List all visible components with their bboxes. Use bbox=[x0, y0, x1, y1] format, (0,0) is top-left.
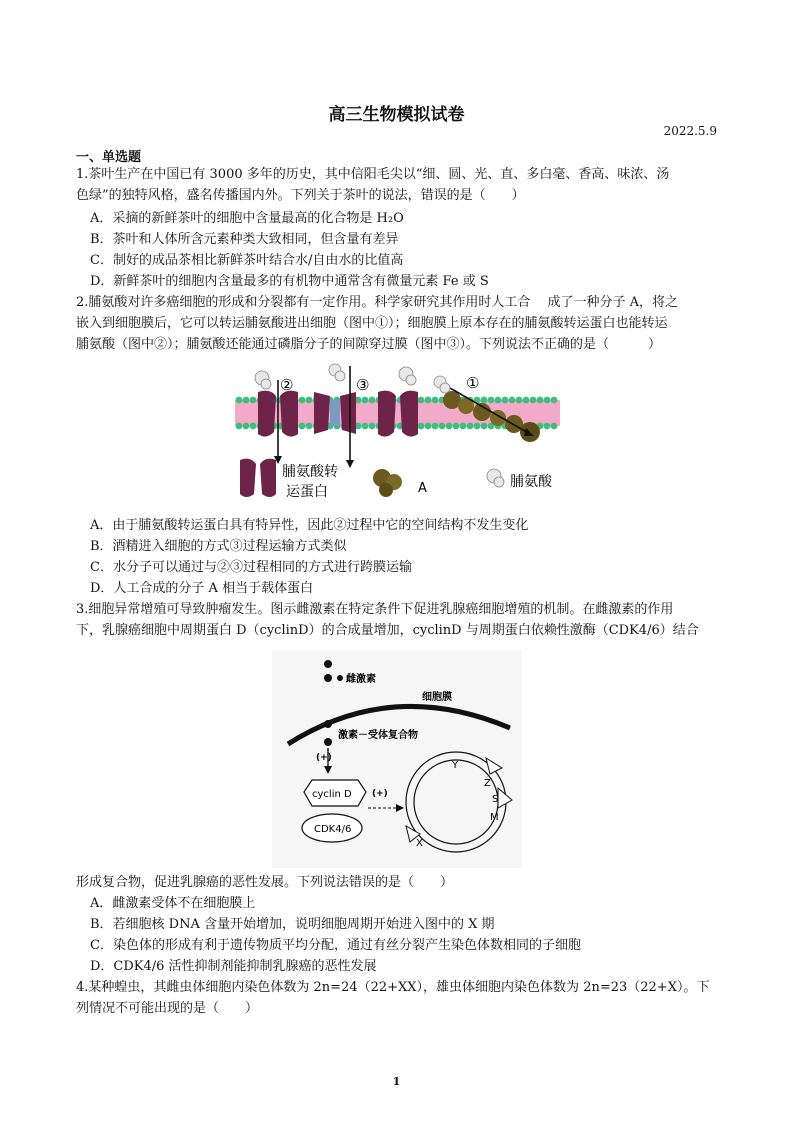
phospholipid-head bbox=[551, 423, 558, 430]
phospholipid-head bbox=[250, 423, 257, 430]
estrogen-cell-cycle-figure bbox=[272, 650, 522, 868]
phospholipid-head bbox=[362, 397, 369, 404]
phospholipid-head bbox=[369, 423, 376, 430]
phospholipid-head bbox=[299, 423, 306, 430]
q2-option-c: C．水分子可以通过与②③过程相同的方式进行跨膜运输 bbox=[90, 560, 412, 575]
page-number: 1 bbox=[392, 1075, 401, 1088]
phospholipid-head bbox=[369, 397, 376, 404]
phospholipid-head bbox=[418, 423, 425, 430]
membrane-transport-figure bbox=[230, 360, 565, 510]
plus-label-2: (+) bbox=[372, 789, 388, 799]
phospholipid-head bbox=[530, 397, 537, 404]
arrow-3-head bbox=[346, 460, 354, 468]
phospholipid-head bbox=[502, 397, 509, 404]
exam-date: 2022.5.9 bbox=[663, 124, 717, 138]
estrogen-dot-legend bbox=[337, 675, 343, 681]
q3-stem-line3: 形成复合物，促进乳腺癌的恶性发展。下列说法错误的是（ ） bbox=[76, 875, 454, 890]
phospholipid-head bbox=[418, 397, 425, 404]
legend-proline-label: 脯氨酸 bbox=[510, 474, 552, 490]
q3-option-b: B．若细胞核 DNA 含量开始增加，说明细胞周期开始进入图中的 X 期 bbox=[90, 917, 495, 932]
phospholipid-head bbox=[453, 423, 460, 430]
phospholipid-head bbox=[509, 397, 516, 404]
phase-m-label: M bbox=[490, 812, 499, 823]
legend-molecule-a-icon bbox=[373, 469, 402, 497]
phospholipid-head bbox=[432, 423, 439, 430]
label-3: ③ bbox=[356, 376, 370, 394]
q3-option-c: C．染色体的形成有利于遗传物质平均分配，通过有丝分裂产生染色体数相同的子细胞 bbox=[90, 938, 581, 953]
membrane-protein-half bbox=[400, 391, 418, 437]
estrogen-dot-3 bbox=[324, 720, 332, 728]
q3-stem-line2: 下，乳腺癌细胞中周期蛋白 D（cyclinD）的合成量增加，cyclinD 与周期蛋白依赖性激酶（CDK4/6）结合 bbox=[76, 623, 699, 638]
phospholipid-head bbox=[306, 423, 313, 430]
phase-s-label: S bbox=[492, 794, 499, 805]
q1-stem-line1: 1.茶叶生产在中国已有 3000 多年的历史，其中信阳毛尖以“细、圆、光、直、多白毫、香高、味浓、汤 bbox=[76, 167, 670, 182]
phospholipid-head bbox=[481, 397, 488, 404]
q1-option-c: C．制好的成品茶相比新鲜茶叶结合水/自由水的比值高 bbox=[90, 253, 404, 268]
phospholipid-head bbox=[243, 423, 250, 430]
q4-stem-line2: 列情况不可能出现的是（ ） bbox=[76, 1001, 259, 1016]
phospholipid-head bbox=[544, 397, 551, 404]
label-1: ① bbox=[466, 374, 480, 392]
q3-option-d: D．CDK4/6 活性抑制剂能抑制乳腺癌的恶性发展 bbox=[90, 959, 377, 974]
q2-stem-line3: 脯氨酸（图中②）；脯氨酸还能通过磷脂分子的间隙穿过膜（图中③）。下列说法不正确的是（ ） bbox=[76, 337, 662, 352]
phospholipid-head bbox=[495, 397, 502, 404]
estrogen-label: 雌激素 bbox=[346, 674, 376, 685]
membrane-protein bbox=[378, 391, 396, 437]
cdk46-label: CDK4/6 bbox=[314, 824, 352, 835]
complex-dot bbox=[324, 738, 332, 746]
q1-option-a: A．采摘的新鲜茶叶的细胞中含量最高的化合物是 H₂O bbox=[90, 211, 404, 226]
label-2: ② bbox=[280, 376, 294, 394]
q1-option-b: B．茶叶和人体所含元素种类大致相同，但含量有差异 bbox=[90, 232, 399, 247]
cyclin-d-label: cyclin D bbox=[312, 789, 352, 800]
phospholipid-head bbox=[488, 397, 495, 404]
q2-option-a: A．由于脯氨酸转运蛋白具有特异性，因此②过程中它的空间结构不发生变化 bbox=[90, 518, 529, 533]
q2-option-d: D．人工合成的分子 A 相当于载体蛋白 bbox=[90, 581, 314, 596]
phospholipid-head bbox=[425, 397, 432, 404]
phase-z-label: Z bbox=[484, 778, 491, 789]
phospholipid-head bbox=[446, 423, 453, 430]
q2-stem-line2: 嵌入到细胞膜后，它可以转运脯氨酸进出细胞（图中①）；细胞膜上原本存在的脯氨酸转运蛋白也能转运 bbox=[76, 316, 668, 331]
phospholipid-head bbox=[236, 397, 243, 404]
phospholipid-head bbox=[551, 397, 558, 404]
phospholipid-head bbox=[544, 423, 551, 430]
page-title: 高三生物模拟试卷 bbox=[328, 105, 465, 125]
q3-option-a: A．雌激素受体不在细胞膜上 bbox=[90, 896, 256, 911]
phospholipid-head bbox=[243, 397, 250, 404]
legend-transporter-icon bbox=[240, 459, 276, 497]
phase-y-label: Y bbox=[452, 760, 459, 771]
phospholipid-head bbox=[474, 423, 481, 430]
estrogen-dot-2 bbox=[324, 674, 332, 682]
phospholipid-head bbox=[236, 423, 243, 430]
phospholipid-head bbox=[299, 397, 306, 404]
legend-a-label: A bbox=[418, 481, 427, 496]
q2-option-b: B．酒精进入细胞的方式③过程运输方式类似 bbox=[90, 539, 347, 554]
q2-stem-line1: 2.脯氨酸对许多癌细胞的形成和分裂都有一定作用。科学家研究其作用时人工合 成了一种分子 A，将之 bbox=[76, 295, 679, 310]
phase-x-label: X bbox=[416, 838, 423, 849]
phospholipid-head bbox=[460, 423, 467, 430]
q1-option-d: D．新鲜茶叶的细胞内含量最多的有机物中通常含有微量元素 Fe 或 S bbox=[90, 274, 489, 289]
phospholipid-head bbox=[537, 397, 544, 404]
phospholipid-head bbox=[306, 397, 313, 404]
q4-stem-line1: 4.某种蝗虫，其雌虫体细胞内染色体数为 2n=24（22+XX），雄虫体细胞内染色体数为 2n=23（22+X）。下 bbox=[76, 980, 710, 995]
phospholipid-head bbox=[250, 397, 257, 404]
phospholipid-head bbox=[481, 423, 488, 430]
phospholipid-head bbox=[432, 397, 439, 404]
membrane-label: 细胞膜 bbox=[422, 692, 452, 703]
complex-label: 激素－受体复合物 bbox=[338, 730, 418, 741]
legend-transporter-line1: 脯氨酸转 bbox=[282, 464, 338, 480]
phospholipid-head bbox=[516, 397, 523, 404]
section-heading: 一、单选题 bbox=[76, 150, 142, 165]
phospholipid-head bbox=[425, 423, 432, 430]
legend-transporter-line2: 运蛋白 bbox=[286, 484, 328, 500]
phospholipid-head bbox=[439, 423, 446, 430]
phospholipid-head bbox=[467, 423, 474, 430]
plus-label-1: (+) bbox=[316, 753, 332, 763]
phospholipid-head bbox=[362, 423, 369, 430]
q3-stem-line1: 3.细胞异常增殖可导致肿瘤发生。图示雌激素在特定条件下促进乳腺癌细胞增殖的机制。在雌激素的作用 bbox=[76, 602, 674, 617]
phospholipid-head bbox=[523, 397, 530, 404]
q1-stem-line2: 色绿”的独特风格，盛名传播国内外。下列关于茶叶的说法，错误的是（ ） bbox=[76, 188, 525, 203]
estrogen-dot-1 bbox=[324, 660, 332, 668]
